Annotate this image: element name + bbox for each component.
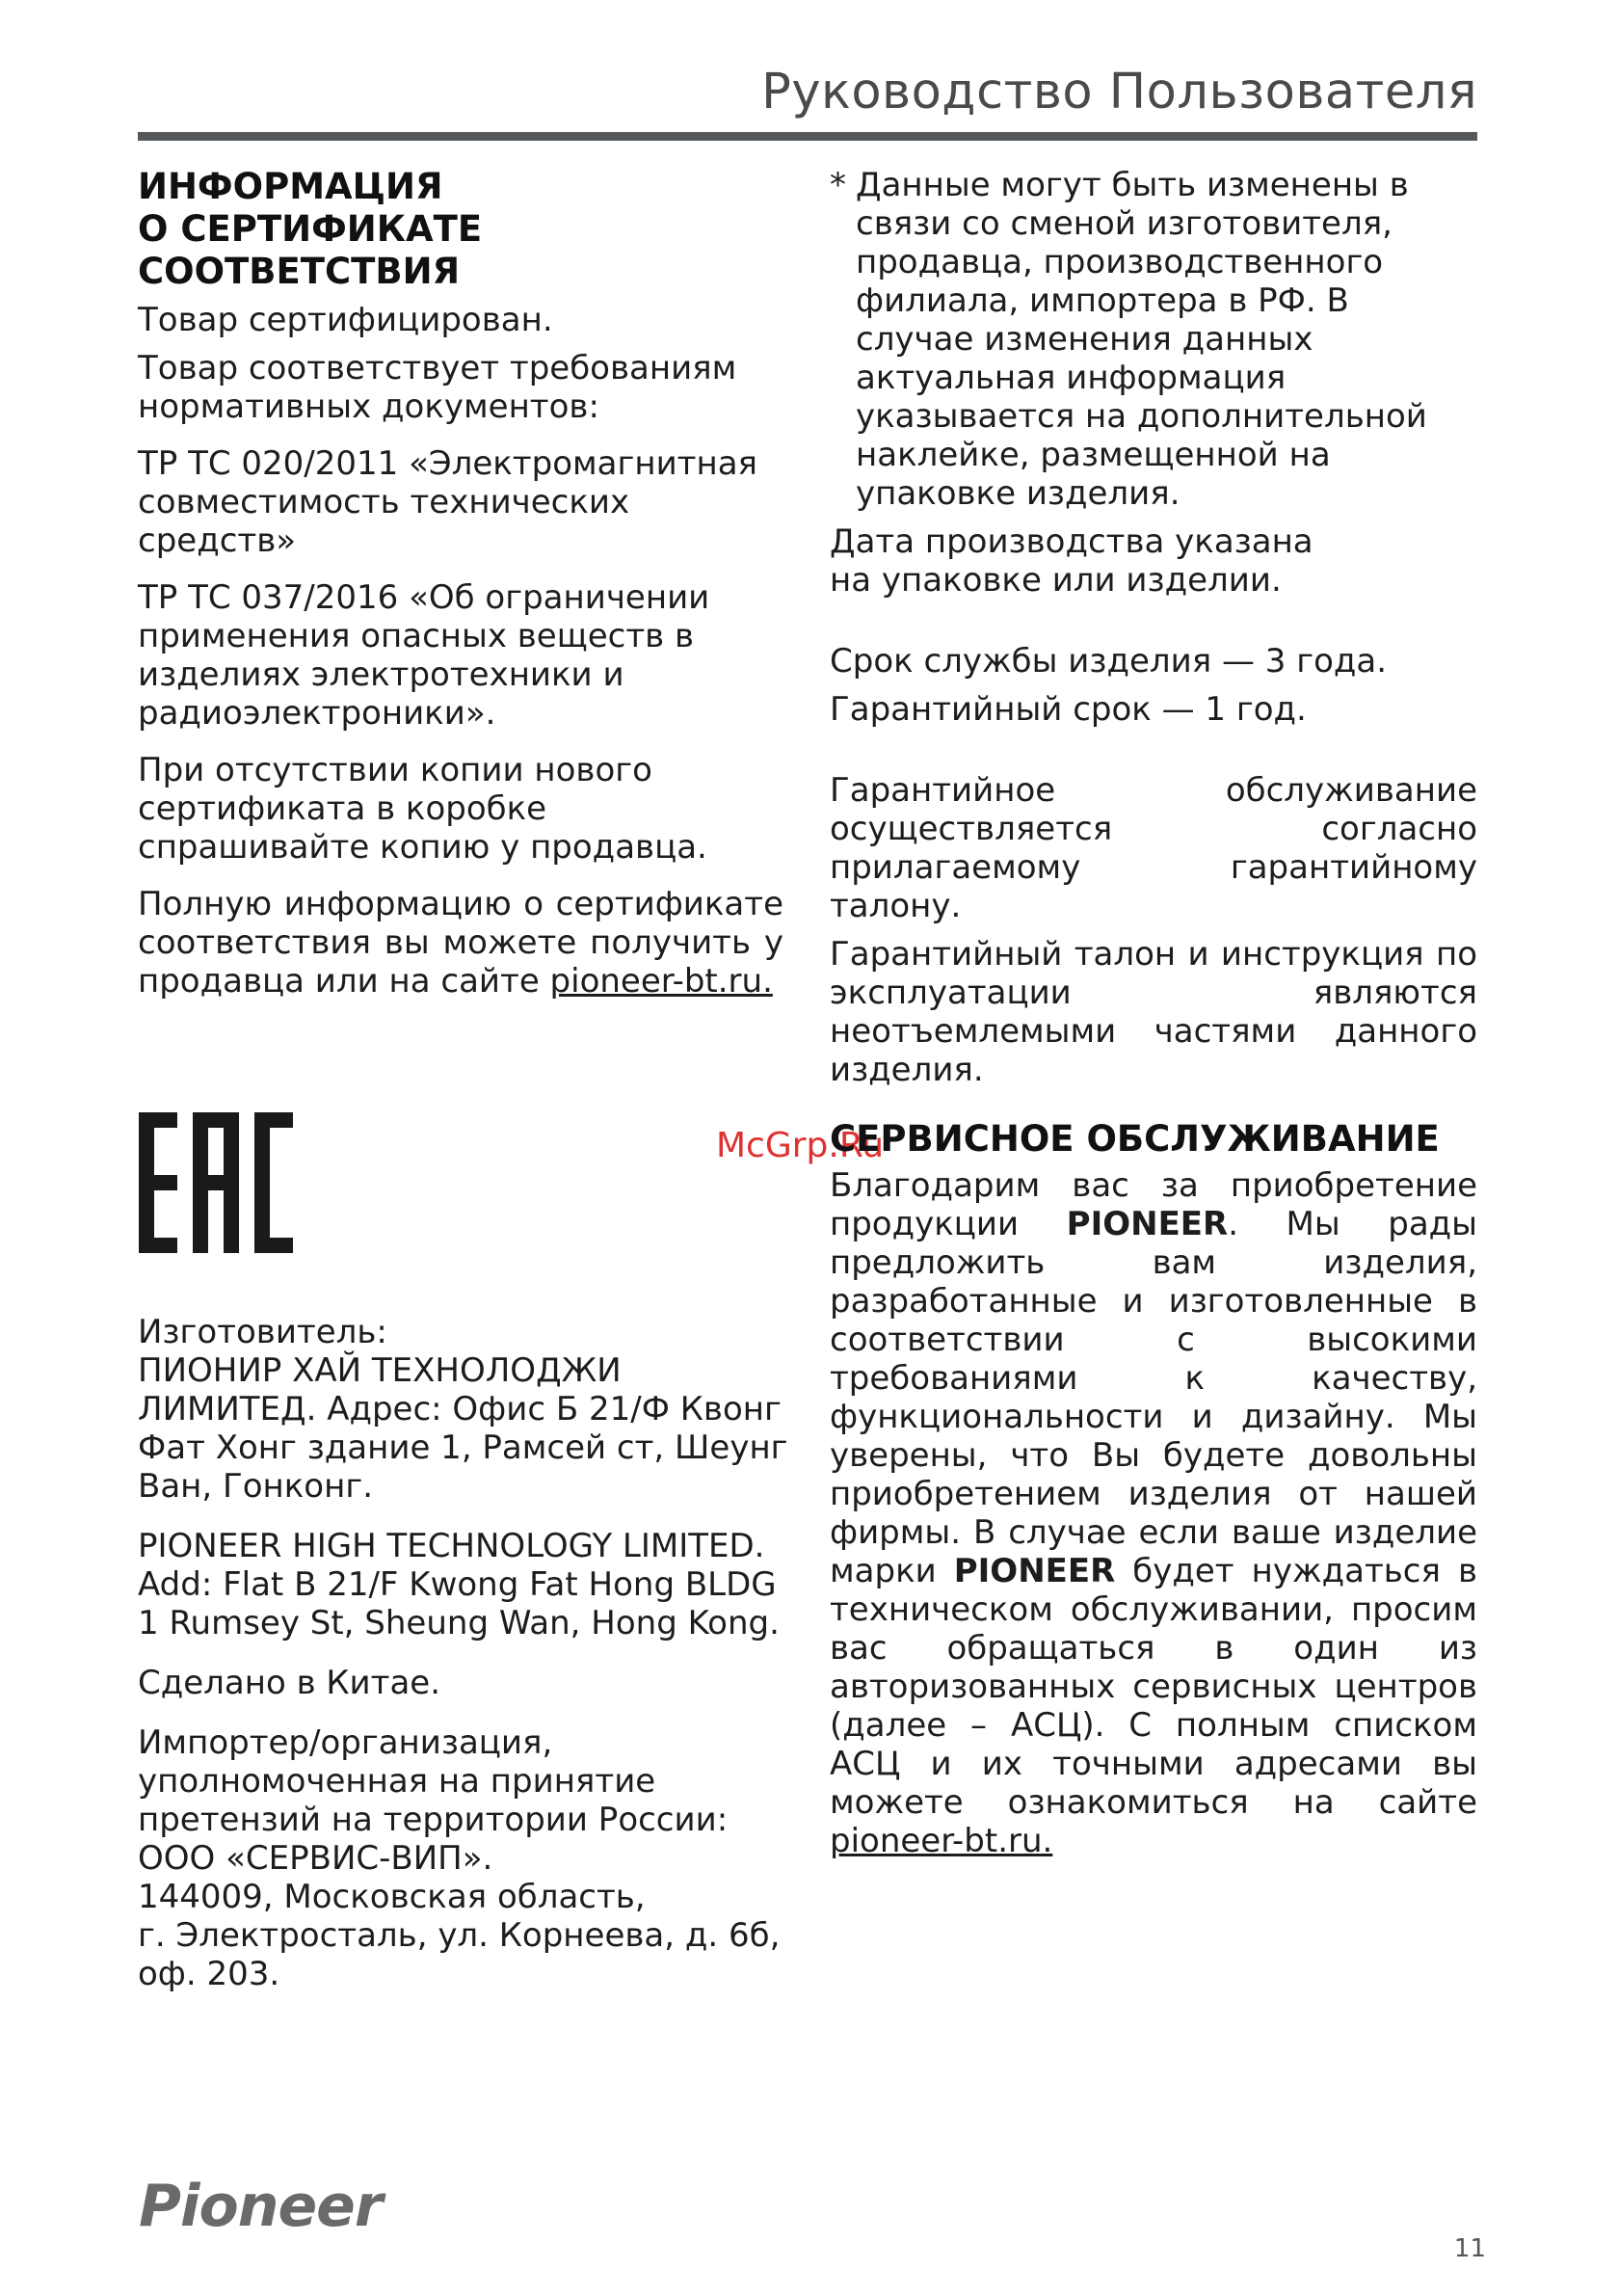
header-rule: [138, 132, 1477, 141]
certificate-info-body: Полную информацию о сертификате соответствия вы можете получить у продавца или на сайте: [138, 885, 783, 1001]
watermark: McGrp.Ru: [716, 1126, 885, 1165]
production-date-text: Дата производства указана на упаковке или изделии.: [830, 522, 1313, 600]
service-heading: СЕРВИСНОЕ ОБСЛУЖИВАНИЕ: [830, 1118, 1440, 1160]
service-text-part3: будет нуждаться в техническом обслуживании, просим вас обращаться в один из авторизованных сервисных центров (далее – АСЦ). С полным списком АСЦ и их точными адресами вы можете ознакомиться на сайте: [830, 1552, 1477, 1822]
pioneer-logo: Pioneer: [139, 2173, 383, 2240]
warranty-card-text: Гарантийный талон и инструкция по эксплуатации являются неотъемлемыми частями данного изделия.: [830, 935, 1477, 1089]
made-in-text: Сделано в Китае.: [138, 1664, 441, 1702]
standard-020-text: ТР ТС 020/2011 «Электромагнитная совместимость технических средств»: [138, 444, 757, 560]
standard-037-text: ТР ТС 037/2016 «Об ограничении применения опасных веществ в изделиях электротехники и радиоэлектроники».: [138, 578, 710, 733]
manufacturer-block: [138, 1313, 793, 1993]
certificate-info-text: [138, 885, 783, 1001]
service-life-text: Срок службы изделия — 3 года.: [830, 642, 1388, 681]
importer-text: Импортер/организация, уполномоченная на принятие претензий на территории России: ООО «СЕРВИС-ВИП». 144009, Московская область, г. Электросталь, ул. Корнеева, д. 6б, оф. 203.: [138, 1723, 781, 1993]
service-website-link[interactable]: pioneer-bt.ru.: [830, 1822, 1053, 1860]
note-text: Данные могут быть изменены в связи со сменой изготовителя, продавца, производственного филиала, импортера в РФ. В случае изменения данных актуальная информация указывается на дополнительной наклейке, размещенной на упаковке изделия.: [856, 166, 1427, 513]
eac-logo: [139, 1112, 293, 1253]
brand-bold-2: PIONEER: [953, 1552, 1116, 1590]
header-title: Руководство Пользователя: [761, 64, 1477, 120]
service-text-part1: Благодарим вас за приобретение продукции: [830, 1166, 1477, 1243]
service-text-part2: . Мы рады предложить вам изделия, разработанные и изготовленные в соответствии с высокими требованиями к качеству, функциональности и дизайну. Мы уверены, что Вы будете довольны приобретением изделия от нашей фирмы. В случае если ваше изделие марки: [830, 1205, 1478, 1590]
certificate-heading: ИНФОРМАЦИЯ О СЕРТИФИКАТЕ СООТВЕТСТВИЯ: [138, 166, 483, 292]
brand-bold-1: PIONEER: [1066, 1205, 1229, 1243]
manufacturer-en: PIONEER HIGH TECHNOLOGY LIMITED. Add: Flat B 21/F Kwong Fat Hong BLDG 1 Rumsey St, Sheung Wan, Hong Kong.: [138, 1527, 780, 1642]
left-column: [138, 166, 783, 1001]
manufacturer-ru: ПИОНИР ХАЙ ТЕХНОЛОДЖИ ЛИМИТЕД. Адрес: Офис Б 21/Ф Квонг Фат Хонг здание 1, Рамсей ст, Шеунг Ван, Гонконг.: [138, 1351, 788, 1506]
warranty-service-text: Гарантийное обслуживание осуществляется согласно прилагаемому гарантийному талону.: [830, 771, 1477, 925]
website-link[interactable]: pioneer-bt.ru.: [549, 962, 773, 1001]
manufacturer-label: Изготовитель:: [138, 1313, 387, 1351]
data-change-note: [830, 166, 1477, 513]
right-column: [830, 166, 1477, 1089]
service-text: [830, 1166, 1477, 1860]
note-asterisk: *: [830, 166, 846, 204]
requirements-text: Товар соответствует требованиям нормативных документов:: [138, 349, 737, 426]
certified-text: Товар сертифицирован.: [138, 301, 553, 339]
page-number: 11: [1453, 2234, 1486, 2263]
certificate-copy-text: При отсутствии копии нового сертификата в коробке спрашивайте копию у продавца.: [138, 751, 707, 867]
warranty-period-text: Гарантийный срок — 1 год.: [830, 690, 1307, 729]
service-block: [830, 1118, 1477, 1860]
